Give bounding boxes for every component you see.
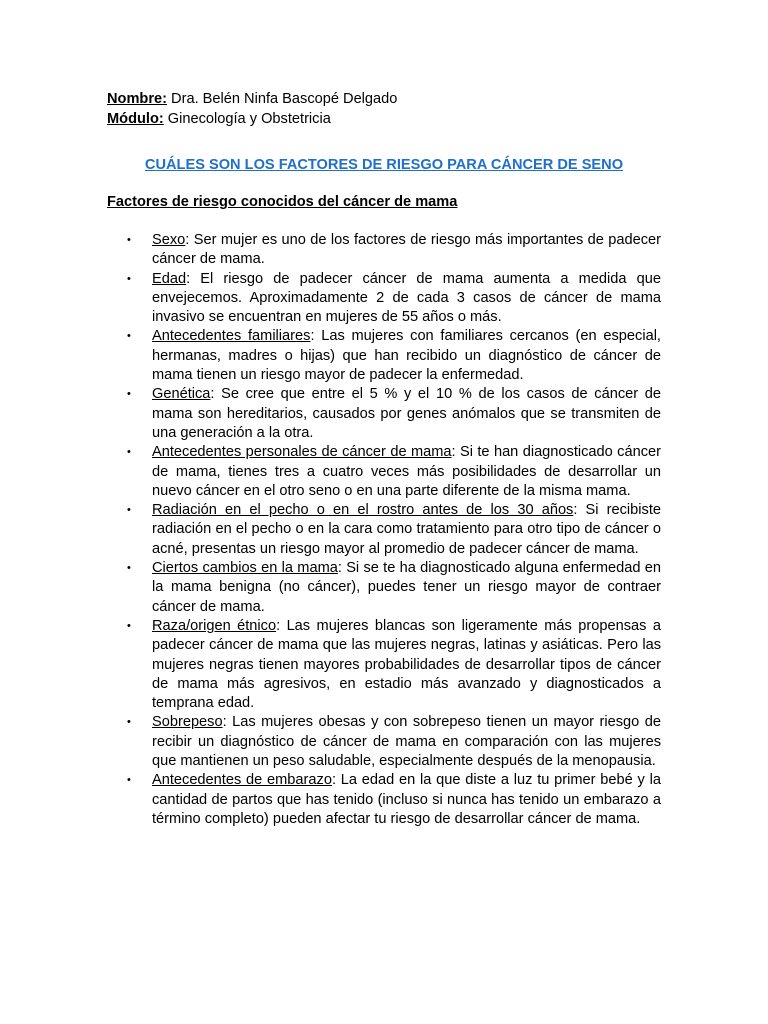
risk-factor-term: Sobrepeso — [152, 714, 223, 731]
risk-factor-description: : Ser mujer es uno de los factores de riesgo más importantes de padecer cáncer de mama. — [152, 232, 661, 268]
risk-factor-term: Raza/origen étnico — [152, 617, 277, 634]
risk-factor-description: : Las mujeres obesas y con sobrepeso tienen un mayor riesgo de recibir un diagnóstico de cáncer de mama en comparación con las mujeres que mantienen un peso saludable, especialmente después de la menopausia. — [152, 714, 661, 770]
risk-factor-item — [107, 443, 661, 501]
module-label: Módulo: — [107, 110, 164, 127]
section-heading: Factores de riesgo conocidos del cáncer de mama — [107, 194, 458, 210]
risk-factor-item — [107, 327, 661, 385]
risk-factor-term: Antecedentes personales de cáncer de mama — [152, 444, 452, 461]
risk-factor-description: : Si se te ha diagnosticado alguna enfermedad en la mama benigna (no cáncer), puedes tener un riesgo mayor de contraer cáncer de mama. — [152, 560, 661, 615]
risk-factor-term: Ciertos cambios en la mama — [152, 560, 338, 577]
risk-factor-item — [107, 231, 661, 270]
risk-factor-term: Antecedentes familiares — [152, 328, 311, 345]
risk-factor-description: : Las mujeres blancas son ligeramente más propensas a padecer cáncer de mama que las mujeres negras, latinas y asiáticas. Pero las mujeres negras tienen mayores probabilidades de desarrollar tipos de cáncer de mama más agresivos, en estadio más avanzado y diagnosticados a temprana edad. — [152, 617, 661, 712]
bullet-icon: • — [127, 388, 131, 401]
bullet-icon: • — [127, 562, 131, 575]
name-label: Nombre: — [107, 91, 167, 107]
bullet-icon: • — [127, 619, 131, 632]
risk-factor-item — [107, 771, 661, 829]
risk-factor-item — [107, 501, 661, 559]
module-line — [107, 110, 661, 130]
risk-factor-term: Sexo — [152, 232, 186, 248]
bullet-icon: • — [127, 272, 131, 285]
document-page — [107, 90, 661, 829]
risk-factor-item — [107, 713, 661, 771]
risk-factor-description: : La edad en la que diste a luz tu primer bebé y la cantidad de partos que has tenido (incluso si nunca has tenido un embarazo a término completo) pueden afectar tu riesgo de desarrollar cáncer de mama. — [152, 772, 661, 827]
bullet-icon: • — [127, 330, 131, 343]
bullet-icon: • — [127, 234, 131, 246]
bullet-icon: • — [127, 716, 131, 729]
risk-factor-term: Antecedentes de embarazo — [152, 772, 332, 789]
risk-factor-description: : Si te han diagnosticado cáncer de mama, tienes tres a cuatro veces más posibilidades de desarrollar un nuevo cáncer en el otro seno o en una parte diferente de la misma mama. — [152, 444, 661, 499]
risk-factor-term: Edad — [152, 270, 187, 287]
risk-factor-term: Radiación en el pecho o en el rostro antes de los 30 años — [152, 502, 574, 519]
name-value: Dra. Belén Ninfa Bascopé Delgado — [167, 91, 398, 107]
risk-factor-description: : El riesgo de padecer cáncer de mama aumenta a medida que envejecemos. Aproximadamente 2 de cada 3 casos de cáncer de mama invasivo se encuentran en mujeres de 55 años o más. — [152, 270, 661, 326]
risk-factor-description: : Se cree que entre el 5 % y el 10 % de los casos de cáncer de mama son hereditarios, causados por genes anómalos que se transmiten de una generación a la otra. — [152, 386, 661, 441]
bullet-icon: • — [127, 774, 131, 787]
risk-factor-description: : Las mujeres con familiares cercanos (en especial, hermanas, madres o hijas) que han recibido un diagnóstico de cáncer de mama tienen un riesgo mayor de padecer la enfermedad. — [152, 328, 661, 384]
risk-factor-item — [107, 270, 661, 328]
document-title: CUÁLES SON LOS FACTORES DE RIESGO PARA CÁNCER DE SENO — [144, 157, 624, 173]
risk-factor-item — [107, 385, 661, 443]
risk-factor-list — [107, 231, 661, 829]
risk-factor-item — [107, 559, 661, 617]
bullet-icon: • — [127, 504, 131, 517]
risk-factor-description: : Si recibiste radiación en el pecho o en la cara como tratamiento para otro tipo de cáncer o acné, presentas un riesgo mayor al promedio de padecer cáncer de mama. — [152, 502, 662, 557]
author-line — [107, 90, 661, 110]
risk-factor-term: Genética — [152, 386, 211, 403]
risk-factor-item — [107, 617, 661, 713]
bullet-icon: • — [127, 446, 131, 459]
module-value: Ginecología y Obstetricia — [163, 110, 331, 127]
